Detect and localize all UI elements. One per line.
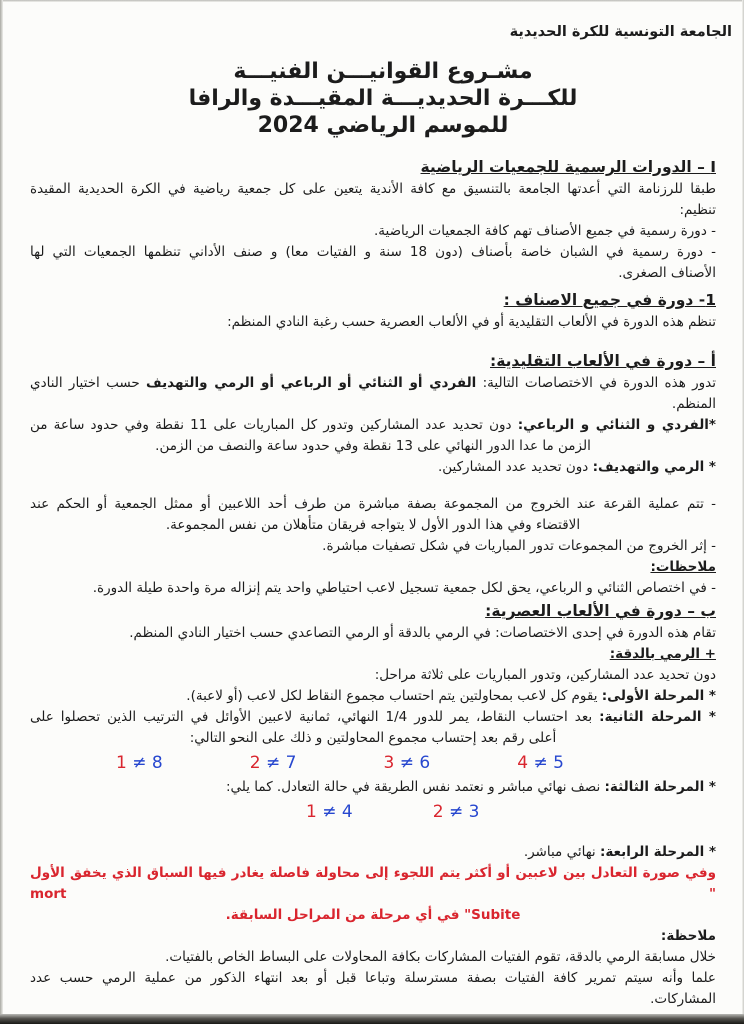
text-segment: * المرحلة الثالثة: xyxy=(604,779,716,795)
text-segment: الاقتضاء وفي هذا الدور الأول لا يتواجه فريقان متأهلان من نفس المجموعة. xyxy=(165,517,581,533)
spacer xyxy=(30,333,716,349)
text-line xyxy=(30,968,716,989)
spacer xyxy=(30,826,716,842)
text-line xyxy=(30,926,716,947)
text-line xyxy=(30,436,716,457)
text-segment: حسب اختيار النادي xyxy=(30,375,147,391)
text-segment: ملاحظة: xyxy=(660,928,716,944)
text-line xyxy=(30,707,716,728)
text-line xyxy=(30,242,716,263)
text-line xyxy=(30,349,716,373)
text-line xyxy=(30,599,716,623)
text-segment: نصف نهائي مباشر و نعتمد نفس الطريقة في حالة التعادل. كما يلي: xyxy=(225,779,605,795)
text-line xyxy=(30,578,716,599)
bracket-pairs-row xyxy=(30,798,716,826)
text-segment: أعلى رقم بعد إحتساب مجموع المحاولتين و ذلك على النحو التالي: xyxy=(189,730,557,746)
text-line xyxy=(30,842,716,863)
text-segment: يقوم كل لاعب بمحاولتين يتم احتساب مجموع النقاط لكل لاعب (أو لاعبة). xyxy=(186,688,602,704)
text-segment: * المرحلة الثانية: xyxy=(599,709,716,725)
text-line xyxy=(30,644,716,665)
not-equal-sign: ≠ xyxy=(394,753,420,773)
matchup-pair xyxy=(433,798,480,826)
text-segment: بعد احتساب النقاط، يمر للدور 1/4 النهائي، ثمانية لاعبين الأوائل في الترتيب الذين تحصلوا على xyxy=(30,709,600,725)
text-segment: - في اختصاص الثنائي و الرباعي، يحق لكل جمعية تسجيل لاعب احتياطي واحد يتم إنزاله مرة واحدة طيلة الدورة. xyxy=(92,580,716,596)
seed-number-red: 2 xyxy=(249,753,261,773)
text-segment: * المرحلة الرابعة: xyxy=(599,844,716,860)
text-segment: المنظم. xyxy=(671,396,716,412)
matchup-pair xyxy=(384,749,431,777)
text-line xyxy=(30,312,716,333)
matchup-pair xyxy=(116,749,163,777)
text-line xyxy=(30,686,716,707)
text-line xyxy=(30,155,716,179)
document-title-line: مشـروع القوانيـــن الفنيـــة xyxy=(233,59,533,84)
document-body xyxy=(30,155,716,1010)
seed-number-red: 1 xyxy=(116,753,127,773)
text-line xyxy=(30,623,716,644)
seed-number-red: 2 xyxy=(432,802,444,822)
seed-number-blue: 8 xyxy=(151,753,163,773)
text-line xyxy=(30,494,716,515)
not-equal-sign: ≠ xyxy=(443,802,469,822)
text-segment: + الرمي بالدقة: xyxy=(609,646,716,662)
text-segment: دون تحديد عدد المشاركين وتدور كل المباريات على 11 نقطة وفي حدود ساعة من xyxy=(30,417,518,433)
text-line xyxy=(30,288,716,312)
text-segment: تدور هذه الدورة في الاختصاصات التالية: xyxy=(476,375,716,391)
seed-number-red: 1 xyxy=(306,802,317,822)
text-line xyxy=(30,536,716,557)
text-segment: الأصناف الصغرى. xyxy=(618,265,716,281)
text-line xyxy=(30,415,716,436)
text-segment: ملاحظات: xyxy=(650,559,716,575)
text-segment: وفي صورة التعادل بين لاعبين أو أكثر يتم اللجوء إلى محاولة فاصلة يغادر فيها السباق الذي يخفق الأول " mort xyxy=(30,865,716,902)
seed-number-blue: 4 xyxy=(341,802,353,822)
text-line xyxy=(30,557,716,578)
seed-number-blue: 7 xyxy=(285,753,297,773)
scan-edge-bottom xyxy=(0,1014,744,1024)
text-line xyxy=(30,665,716,686)
text-segment: Subite" في أي مرحلة من المراحل السابقة. xyxy=(225,907,521,923)
matchup-pair xyxy=(250,749,297,777)
text-segment: دون تحديد عدد المشاركين. xyxy=(437,459,593,475)
text-line xyxy=(30,728,716,749)
not-equal-sign: ≠ xyxy=(316,802,342,822)
text-segment: - دورة رسمية في الشبان خاصة بأصناف (دون 18 سنة و الفتيات معا) و صنف الأداني تنظمها الجمعيات التي لها xyxy=(30,244,716,260)
text-segment: 1- دورة في جميع الاصناف : xyxy=(503,291,716,309)
document-title xyxy=(22,58,744,139)
text-line xyxy=(30,777,716,798)
seed-number-blue: 3 xyxy=(468,802,480,822)
federation-name: الجامعة التونسية للكرة الحديدية xyxy=(509,24,732,40)
text-line xyxy=(30,373,716,394)
scan-edge-left xyxy=(0,0,3,1024)
text-segment: نهائي مباشر. xyxy=(523,844,600,860)
seed-number-blue: 6 xyxy=(419,753,431,773)
text-segment: *الفردي و الثنائي و الرباعي: xyxy=(517,417,716,433)
seed-number-red: 4 xyxy=(517,753,529,773)
text-line xyxy=(30,863,716,905)
not-equal-sign: ≠ xyxy=(528,753,554,773)
matchup-pair xyxy=(306,798,353,826)
spacer xyxy=(30,478,716,494)
scan-edge-top xyxy=(0,0,744,2)
text-line xyxy=(30,515,716,536)
text-segment: دون تحديد عدد المشاركين، وتدور المباريات على ثلاثة مراحل: xyxy=(374,667,716,683)
text-segment: * المرحلة الأولى: xyxy=(601,688,716,704)
text-segment: I – الدورات الرسمية للجمعيات الرياضية xyxy=(420,158,716,176)
text-segment: أ – دورة في الألعاب التقليدية: xyxy=(490,352,716,370)
text-segment: المشاركات. xyxy=(650,991,716,1007)
bracket-pairs-row xyxy=(30,749,716,777)
not-equal-sign: ≠ xyxy=(126,753,152,773)
text-line xyxy=(30,457,716,478)
text-segment: تقام هذه الدورة في إحدى الاختصاصات: في الرمي بالدقة أو الرمي التصاعدي حسب اختيار النادي المنظم. xyxy=(129,625,716,641)
matchup-pair xyxy=(517,749,564,777)
text-segment: علما وأنه سيتم تمرير كافة الفتيات بصفة مسترسلة وتباعا قبل أو بعد انتهاء الذكور من عملية الرمي حسب عدد xyxy=(30,970,716,986)
text-segment: تنظيم: xyxy=(679,202,716,218)
seed-number-red: 3 xyxy=(383,753,395,773)
text-line xyxy=(30,263,716,284)
text-segment: خلال مسابقة الرمي بالدقة، تقوم الفتيات المشاركات بكافة المحاولات على البساط الخاص بالفتيات. xyxy=(165,949,716,965)
text-segment: - دورة رسمية في جميع الأصناف تهم كافة الجمعيات الرياضية. xyxy=(373,223,716,239)
text-line xyxy=(30,947,716,968)
text-segment: - إثر الخروج من المجموعات تدور المباريات في شكل تصفيات مباشرة. xyxy=(322,538,716,554)
text-segment: - تتم عملية القرعة عند الخروج من المجموعة بصفة مباشرة من طرف أحد اللاعبين أو ممثل الجمعية أو الحكم عند xyxy=(30,496,716,512)
text-line xyxy=(30,989,716,1010)
text-segment: الزمن ما عدا الدور النهائي على 13 نقطة وفي حدود ساعة والنصف من الزمن. xyxy=(155,438,591,454)
not-equal-sign: ≠ xyxy=(260,753,286,773)
document-title-line: للموسم الرياضي 2024 xyxy=(257,113,509,138)
text-line xyxy=(30,200,716,221)
text-line xyxy=(30,394,716,415)
text-line xyxy=(30,905,716,926)
text-segment: * الرمي والتهديف: xyxy=(592,459,716,475)
seed-number-blue: 5 xyxy=(553,753,564,773)
text-segment: ب – دورة في الألعاب العصرية: xyxy=(485,602,716,620)
text-line xyxy=(30,221,716,242)
text-segment: طبقا للرزنامة التي أعدتها الجامعة بالتنسيق مع كافة الأندية يتعين على كل جمعية رياضية في الكرة الحديدية المقيدة xyxy=(30,181,716,197)
text-line xyxy=(30,179,716,200)
text-segment: الفردي أو الثنائي أو الرباعي أو الرمي والتهديف xyxy=(146,375,477,391)
document-title-line: للكـــرة الحديديـــة المقيـــدة والرافا xyxy=(188,86,578,111)
text-segment: تنظم هذه الدورة في الألعاب التقليدية أو في الألعاب العصرية حسب رغبة النادي المنظم: xyxy=(227,314,716,330)
